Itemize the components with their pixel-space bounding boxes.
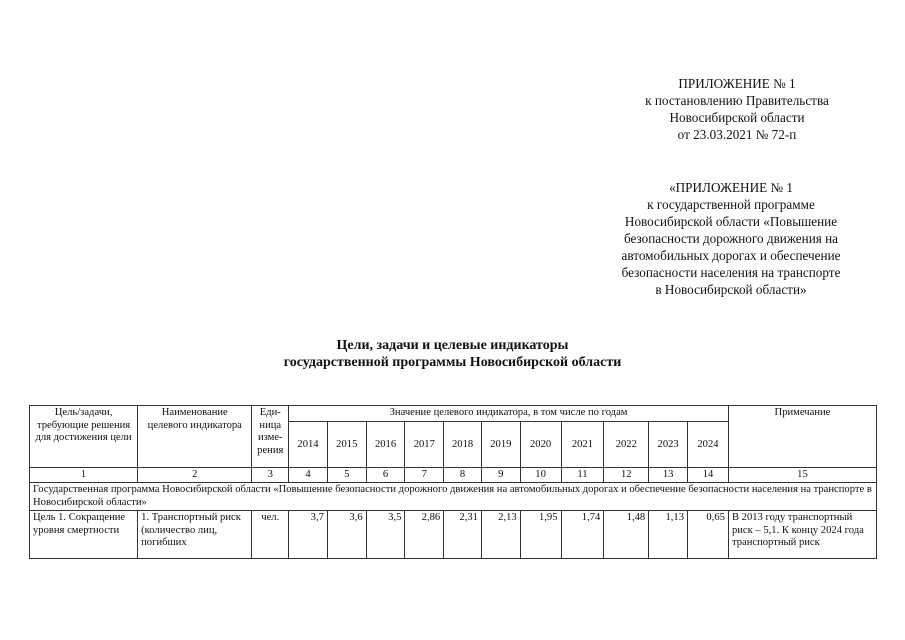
year-cell: 2015: [327, 421, 366, 467]
appendix-2-line: безопасности населения на транспорте: [621, 265, 841, 280]
year-cell: 2014: [289, 421, 328, 467]
appendix-1-line: к постановлению Правительства: [645, 93, 829, 108]
program-row: [30, 483, 877, 511]
header-unit: Еди-ница изме-рения: [252, 406, 289, 468]
note-text: В 2013 году транспортный риск – 5,1. К концу 2024 года транспортный риск: [731, 512, 864, 548]
title-line-2: государственной программы Новосибирской области: [283, 355, 622, 370]
appendix-1-line: от 23.03.2021 № 72-п: [677, 127, 797, 142]
value-cell: 2,13: [481, 511, 520, 559]
appendix-1-block: [596, 75, 878, 143]
indicator-text: 1. Транспортный риск (количество лиц, погибших: [141, 512, 241, 548]
column-number: 3: [252, 467, 289, 483]
column-number: 9: [481, 467, 520, 483]
appendix-1-line: ПРИЛОЖЕНИЕ № 1: [678, 76, 796, 91]
value-cell: 1,13: [649, 511, 688, 559]
unit-cell: чел.: [252, 511, 289, 559]
value-cell: 2,86: [405, 511, 444, 559]
table-row: [30, 511, 877, 559]
column-number: 4: [289, 467, 328, 483]
year-cell: 2019: [481, 421, 520, 467]
column-number: 1: [30, 467, 138, 483]
value-cell: 1,74: [561, 511, 604, 559]
value-cell: 3,7: [289, 511, 328, 559]
year-cell: 2023: [649, 421, 688, 467]
value-cell: 3,6: [327, 511, 366, 559]
appendix-2-line: в Новосибирской области»: [655, 282, 807, 297]
appendix-1-line: Новосибирской области: [669, 110, 805, 125]
column-number: 14: [688, 467, 729, 483]
year-cell: 2022: [604, 421, 649, 467]
header-indicator: Наименование целевого индикатора: [138, 406, 252, 468]
column-number: 15: [728, 467, 876, 483]
value-cell: 1,48: [604, 511, 649, 559]
year-cell: 2021: [561, 421, 604, 467]
appendix-2-line: автомобильных дорогах и обеспечение: [621, 248, 841, 263]
document-title: [0, 337, 905, 371]
column-number-row: [30, 467, 877, 483]
value-cell: 3,5: [366, 511, 405, 559]
column-number: 10: [520, 467, 561, 483]
header-values-group: Значение целевого индикатора, в том числе по годам: [289, 406, 729, 422]
appendix-2-block: [585, 179, 877, 298]
note-cell: [728, 511, 876, 559]
title-line-1: Цели, задачи и целевые индикаторы: [336, 338, 569, 353]
column-number: 5: [327, 467, 366, 483]
value-cell: 0,65: [688, 511, 729, 559]
indicator-cell: [138, 511, 252, 559]
goal-text: Цель 1. Сокращение уровня смертности: [33, 512, 126, 536]
appendix-2-line: безопасности дорожного движения на: [623, 231, 839, 246]
year-cell: 2024: [688, 421, 729, 467]
header-row: [30, 406, 877, 422]
column-number: 7: [405, 467, 444, 483]
appendix-2-line: Новосибирской области «Повышение: [624, 214, 838, 229]
goal-cell: [30, 511, 138, 559]
value-cell: 2,31: [444, 511, 482, 559]
column-number: 12: [604, 467, 649, 483]
value-cell: 1,95: [520, 511, 561, 559]
year-cell: 2017: [405, 421, 444, 467]
column-number: 11: [561, 467, 604, 483]
column-number: 6: [366, 467, 405, 483]
year-cell: 2016: [366, 421, 405, 467]
appendix-2-line: «ПРИЛОЖЕНИЕ № 1: [669, 180, 793, 195]
appendix-2-line: к государственной программе: [647, 197, 815, 212]
program-cell: Государственная программа Новосибирской области «Повышение безопасности дорожного движения на автомобильных дорогах и обеспечение безопасности населения на транспорте в Новосибирской области»: [30, 483, 877, 511]
column-number: 8: [444, 467, 482, 483]
indicators-table: [29, 405, 877, 559]
year-cell: 2020: [520, 421, 561, 467]
column-number: 2: [138, 467, 252, 483]
header-goal: Цель/задачи, требующие решения для достижения цели: [30, 406, 138, 468]
column-number: 13: [649, 467, 688, 483]
header-note: Примечание: [728, 406, 876, 468]
year-cell: 2018: [444, 421, 482, 467]
